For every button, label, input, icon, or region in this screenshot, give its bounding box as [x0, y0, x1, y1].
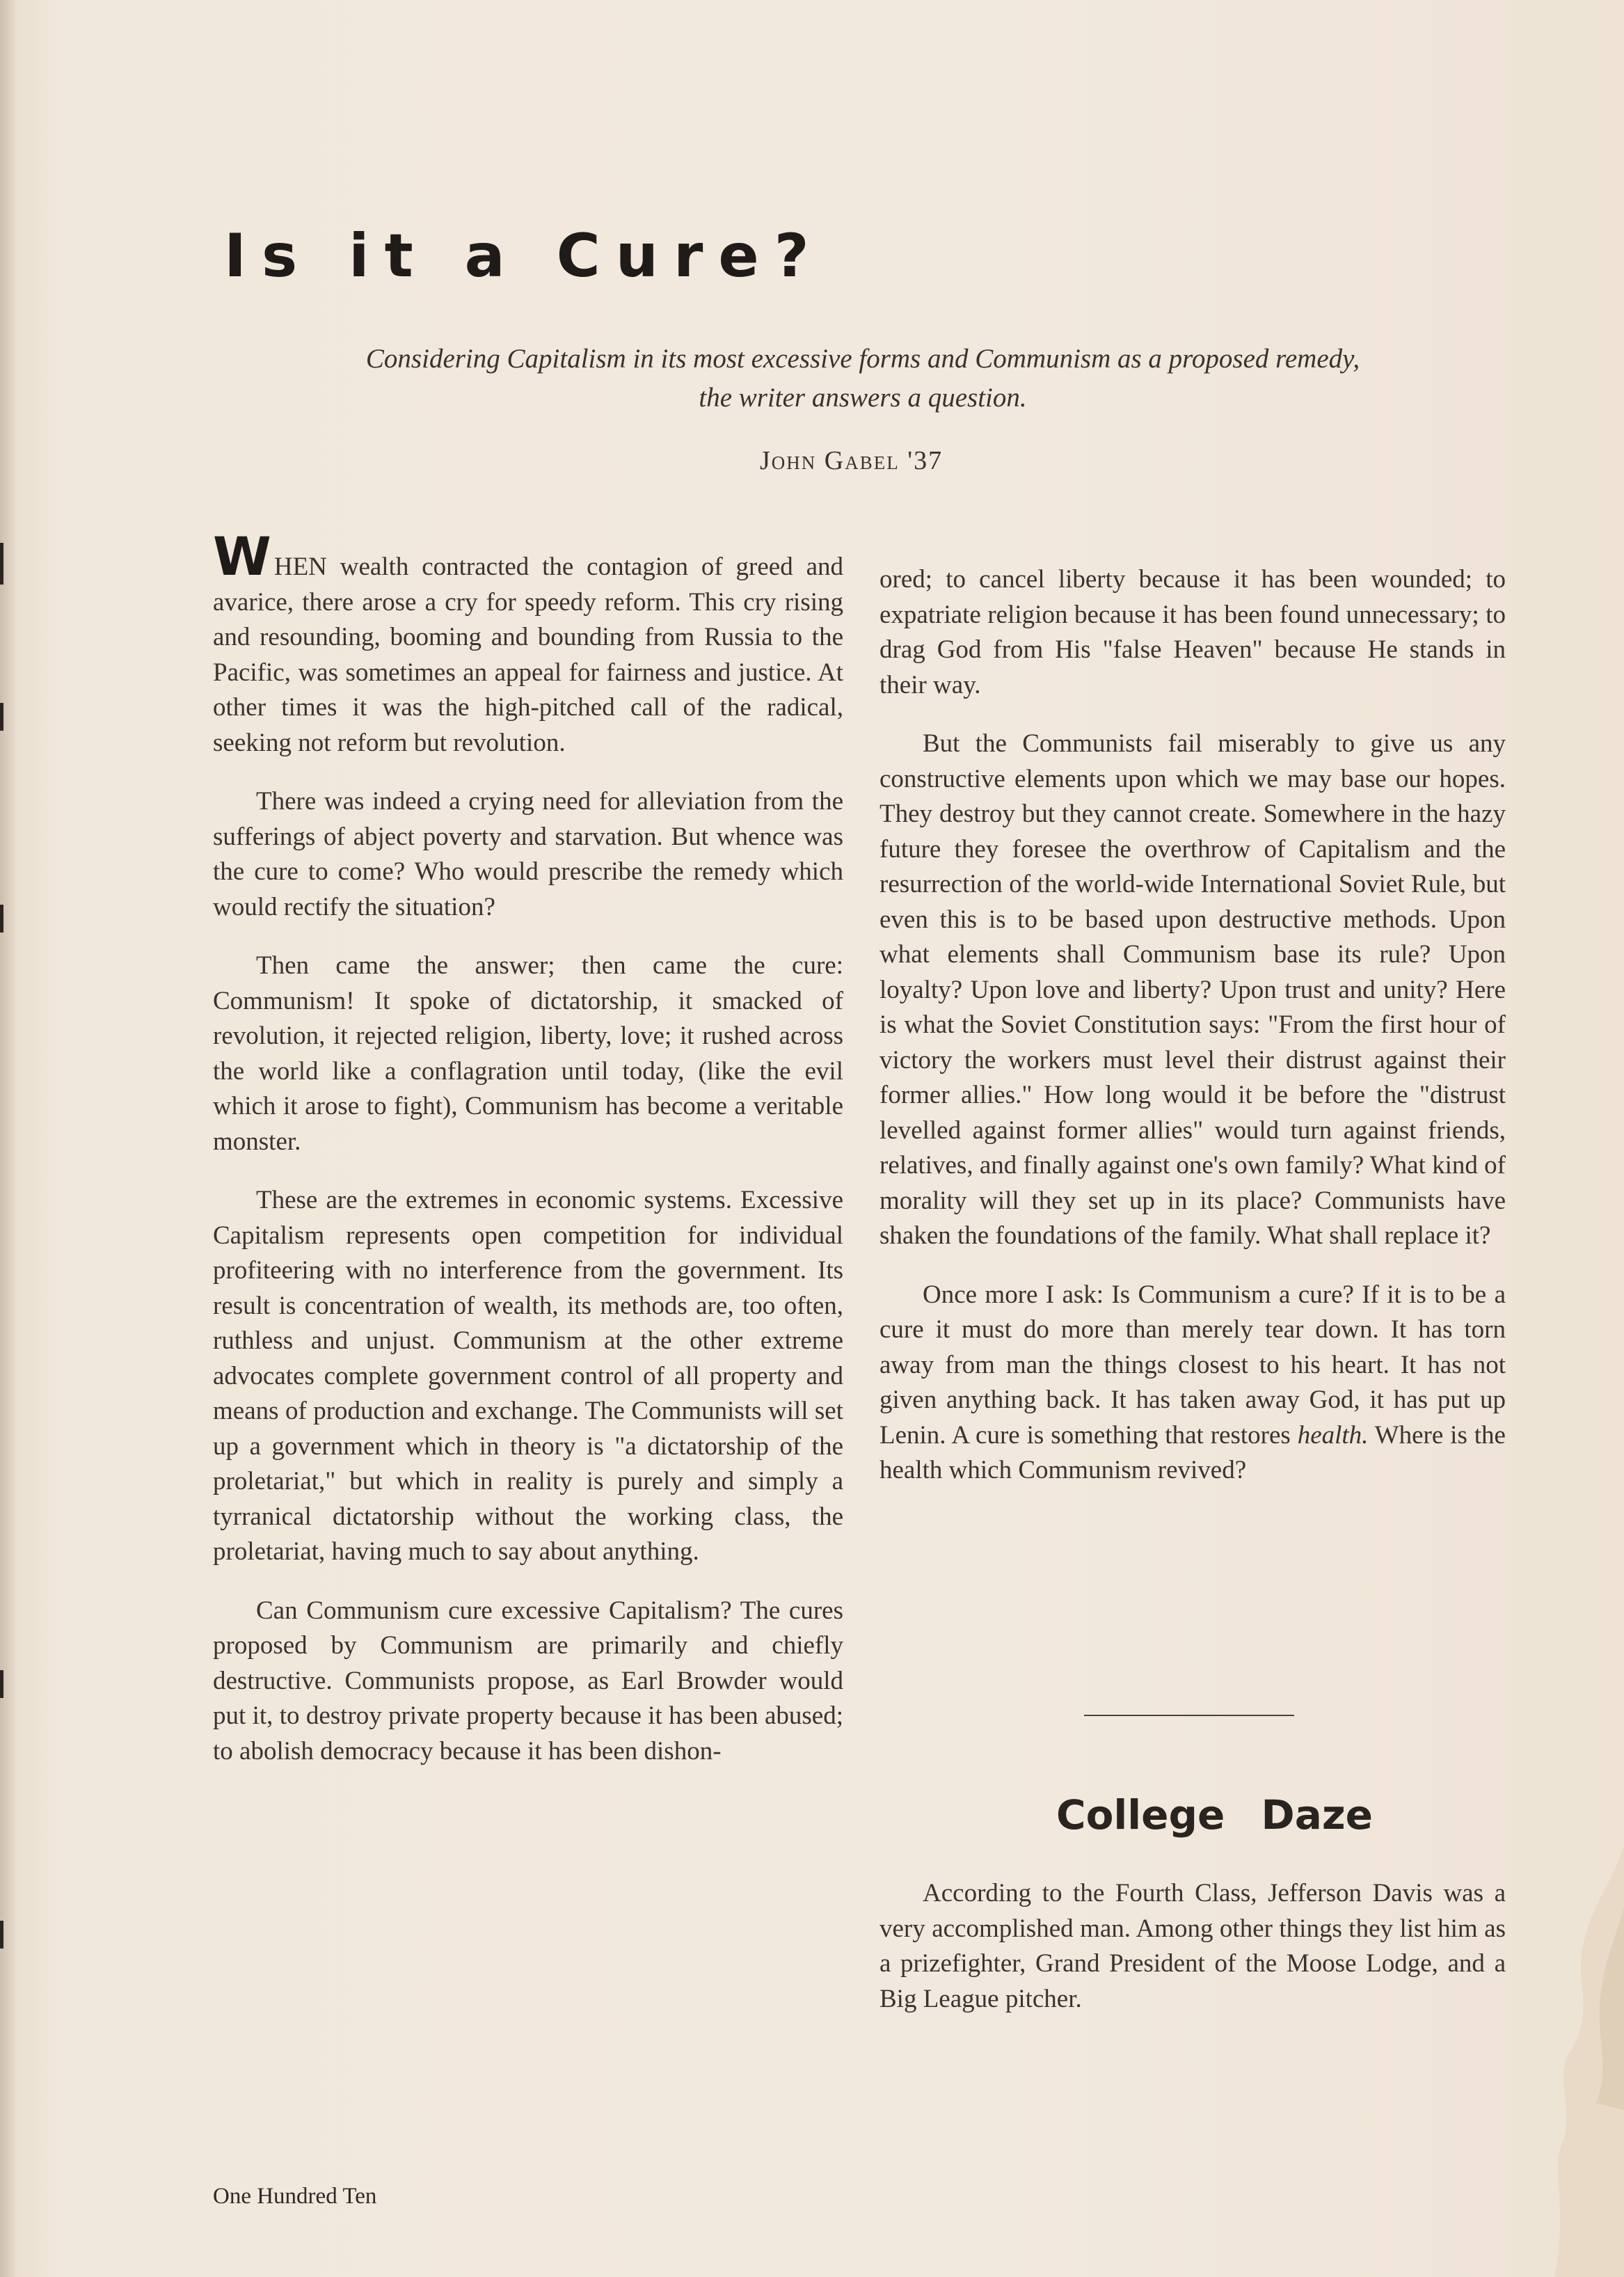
right-column	[879, 562, 1506, 1512]
section-heading: College Daze	[1056, 1791, 1373, 1839]
binding-mark	[0, 703, 3, 731]
article-title: Is it a Cure?	[224, 221, 825, 291]
binding-mark	[0, 905, 3, 933]
paragraph: But the Communists fail miserably to give us any constructive elements upon which we may base our hopes. They destroy but they cannot create. Somewhere in the hazy future they foresee the overthrow of Capitalism and the resurrection of the world-wide International Soviet Rule, but even this is to be based upon destructive methods. Upon what elements shall Communism base its rule? Upon loyalty? Upon love and liberty? Upon trust and unity? Here is what the Soviet Constitution says: "From the first hour of victory the workers must level their distrust against their former allies." How long would it be before the "distrust levelled against former allies" would turn against friends, relatives, and finally against one's own family? What kind of morality will they set up in its place? Communists have shaken the foundations of the family. What shall replace it?	[879, 729, 1506, 1250]
binding-mark	[0, 543, 3, 585]
article-byline: John Gabel '37	[760, 446, 944, 475]
torn-corner-stain	[1415, 1846, 1624, 2277]
left-column	[213, 525, 843, 1793]
paragraph: ored; to cancel liberty because it has been wounded; to expatriate religion because it has been found unnecessary; to drag God from His "false Heaven" because He stands in their way.	[879, 565, 1506, 699]
page-number: One Hundred Ten	[213, 2184, 377, 2209]
paragraph	[213, 525, 843, 761]
binding-mark	[0, 1921, 3, 1949]
drop-cap: W	[213, 525, 271, 587]
paragraph: There was indeed a crying need for alleviation from the sufferings of abject poverty and starvation. But whence was the cure to come? Who would prescribe the remedy which would rectify the situation?	[213, 787, 843, 921]
paragraph: Then came the answer; then came the cure: Communism! It spoke of dictatorship, it smacked of revolution, it rejected religion, liberty, love; it rushed across the world like a conflagration until today, (like the evil which it arose to fight), Communism has become a veritable monster.	[213, 951, 843, 1156]
paragraph-text: wealth contracted the contagion of greed and avarice, there arose a cry for speedy reform. This cry rising and resounding, booming and bounding from Russia to the Pacific, was sometimes an appeal for fairness and justice. At other times it was the high-pitched call of the radical, seeking not reform but revolution.	[213, 553, 843, 757]
paragraph-text: Where is the health which Communism revived?	[879, 1420, 1506, 1484]
page-binding-edge	[0, 0, 15, 2277]
emphasis-text: health.	[1297, 1420, 1369, 1450]
paragraph: These are the extremes in economic systems. Excessive Capitalism represents open competition for individual profiteering with no interference from the government. Its result is concentration of wealth, its methods are, too often, ruthless and unjust. Communism at the other extreme advocates complete government control of all property and means of production and exchange. The Communists will set up a government which in theory is "a dictatorship of the proletariat," but which in reality is purely and simply a tyrranical dictatorship without the working class, the proletariat, having much to say about anything.	[213, 1186, 843, 1566]
section-divider	[1084, 1715, 1294, 1716]
lead-word: HEN	[273, 553, 327, 581]
section-paragraph: According to the Fourth Class, Jefferson Davis was a very accomplished man. Among other things they list him as a prizefighter, Grand President of the Moose Lodge, and a Big League pitcher.	[879, 1879, 1506, 2013]
paragraph: Can Communism cure excessive Capitalism? The cures proposed by Communism are primarily and chiefly destructive. Communists propose, as Earl Browder would put it, to destroy private property because it has been abused; to abolish democracy because it has been dishon-	[213, 1596, 843, 1766]
paragraph-text: Once more I ask: Is Communism a cure? If it is to be a cure it must do more than merely tear down. It has torn away from man the things closest to his heart. It has not given anything back. It has taken away God, it has put up Lenin. A cure is something that restores	[879, 1280, 1506, 1450]
article-subtitle: Considering Capitalism in its most excessive forms and Communism as a proposed remedy, the writer answers a question.	[365, 344, 1360, 413]
paragraph	[879, 1278, 1506, 1489]
binding-mark	[0, 1670, 3, 1698]
